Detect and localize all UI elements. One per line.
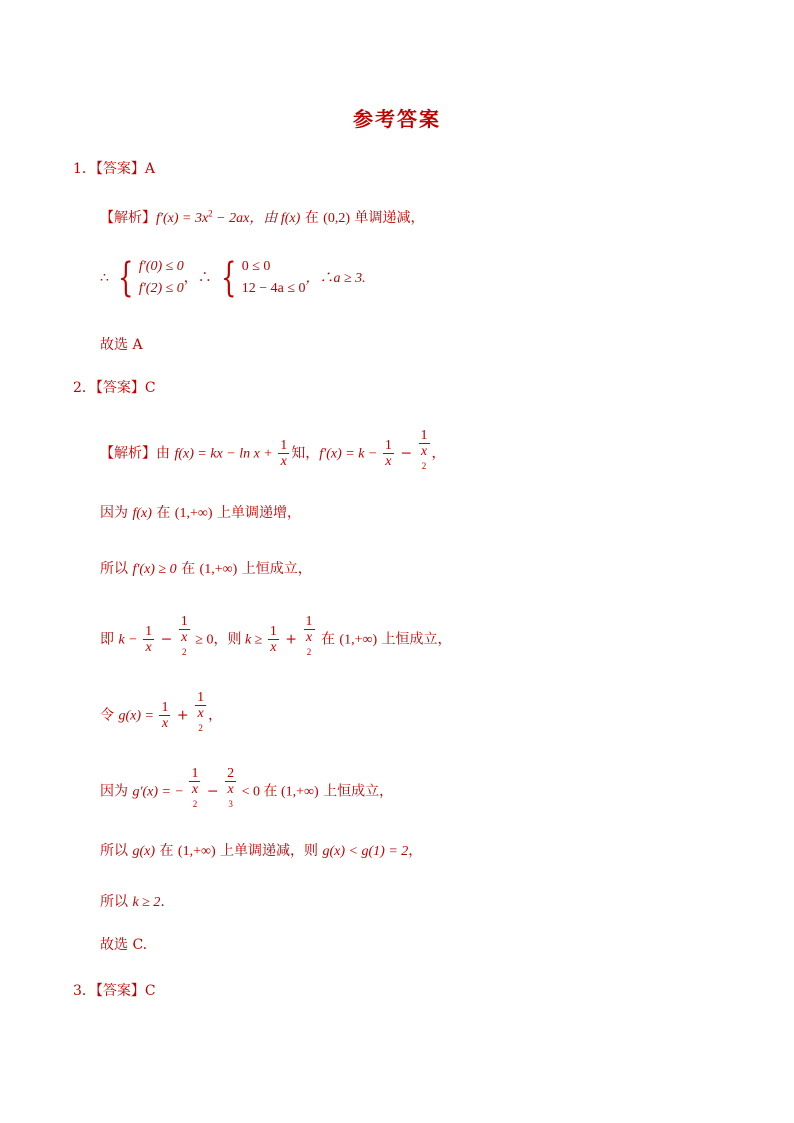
q2-analysis-line3: 所以 f′(x) ≥ 0 在 (1,+∞) 上恒成立， [100, 561, 312, 577]
q2-choice: 故选 C. [100, 937, 148, 953]
q2-answer-heading: 2．【答案】C [73, 380, 156, 396]
q2-analysis-line6: 因为 g′(x) = − 1 x $^2$ − 2 x $^3$ < 0 在 (1,+∞) 上恒成立， [100, 766, 393, 817]
q1-analysis-line2: ∴ { f′(0) ≤ 0 f′(2) ≤ 0 ，∴ { 0 ≤ 0 12 − 4a ≤ 0 ，∴a ≥ 3. [100, 255, 366, 301]
fraction: 1 x $^2$ [420, 428, 428, 471]
q2-analysis-line1: 【解析】由 f(x) = kx − ln x + $\frac{1}{x}$ 知，f′(x) = k − $\frac{1}{x}$ − 1 x $^2$ ， [100, 428, 446, 479]
fraction: $\frac{1}{x}$ [384, 437, 392, 469]
fraction: 1 x $^2$ [191, 766, 199, 809]
fraction: 2 x $^3$ [227, 766, 235, 809]
q1-choice: 故选 A [100, 337, 143, 353]
analysis-label: 【解析】 [100, 445, 156, 462]
page-title: 参考答案 [353, 107, 441, 131]
q2-analysis-line2: 因为 f(x) 在 (1,+∞) 上单调递增， [100, 505, 301, 521]
fraction: $\frac{1}{x}$ [269, 623, 277, 655]
q1-answer-heading: 1．【答案】A [73, 161, 156, 177]
fraction: 1 x $^2$ [180, 614, 188, 657]
fraction: $\frac{1}{x}$ [161, 699, 169, 731]
q1-analysis-line1: 【解析】$f'(x) = 3x^2 - 2ax$，由 f(x) 在 (0,2) 单调递减， [100, 208, 425, 226]
inequality-system-1: f′(0) ≤ 0 f′(2) ≤ 0 [138, 259, 184, 296]
q2-analysis-line7: 所以 g(x) 在 (1,+∞) 上单调递减，则 g(x) < g(1) = 2， [100, 843, 423, 859]
q3-answer-heading: 3．【答案】C [73, 983, 156, 999]
q2-analysis-line8: 所以 k ≥ 2. [100, 894, 165, 910]
fraction: 1 x $^2$ [305, 614, 313, 657]
fraction: 1 x $^2$ [197, 690, 205, 733]
left-brace: { [221, 255, 237, 301]
analysis-label: 【解析】 [100, 210, 156, 226]
fraction: $\frac{1}{x}$ [280, 437, 288, 469]
q2-analysis-line4: 即 k − $\frac{1}{x}$ − 1 x $^2$ ≥ 0，则 k ≥ $\frac{1}{x}$ + 1 x $^2$ 在 (1,+∞) 上恒成立， [100, 614, 452, 665]
left-brace: { [118, 255, 134, 301]
inequality-system-2: 0 ≤ 0 12 − 4a ≤ 0 [241, 259, 306, 296]
fraction: $\frac{1}{x}$ [145, 623, 153, 655]
q2-analysis-line5: 令 g(x) = $\frac{1}{x}$ + 1 x $^2$ ， [100, 690, 222, 741]
